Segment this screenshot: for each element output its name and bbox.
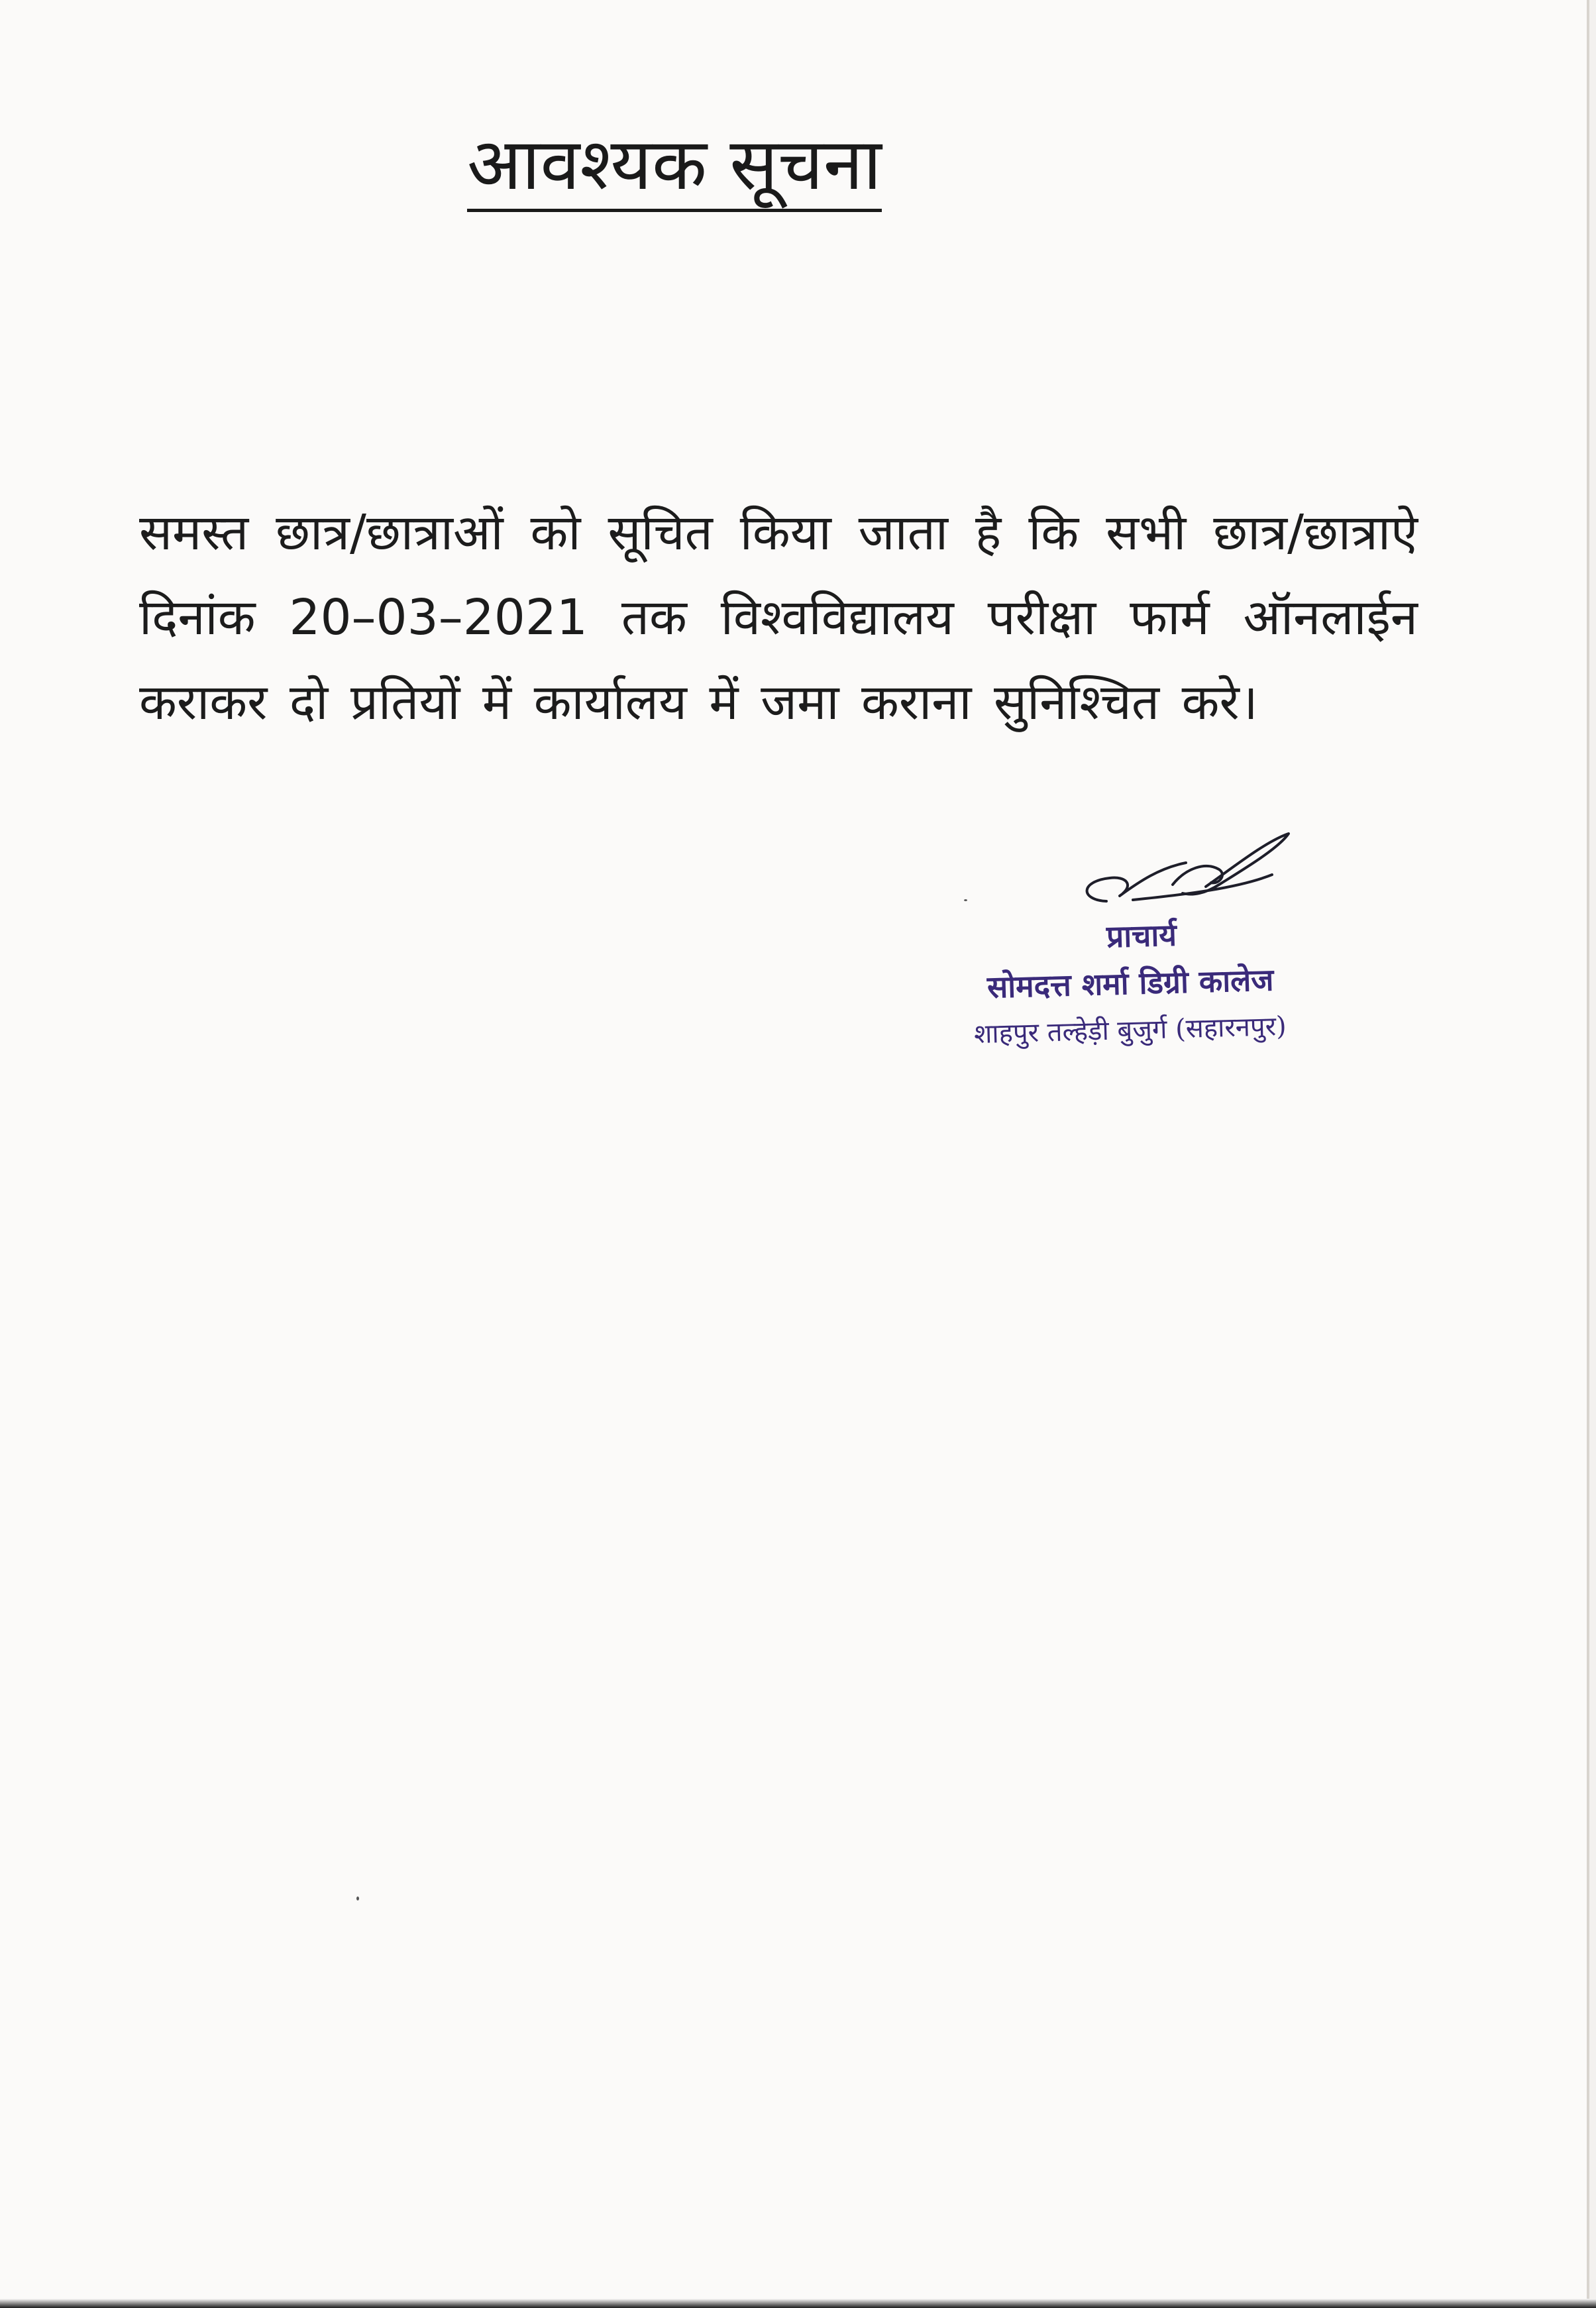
stamp-address: शाहपुर तल्हेड़ी बुजुर्ग (सहारनपुर) <box>973 1011 1287 1050</box>
notice-title: आवश्यक सूचना <box>467 126 882 212</box>
principal-signature <box>1053 822 1292 921</box>
paper-speck <box>964 899 967 901</box>
stamp-designation: प्राचार्य <box>1106 916 1177 955</box>
paper-speck <box>356 1896 359 1900</box>
notice-body: समस्त छात्र/छात्राओं को सूचित किया जाता है कि सभी छात्र/छात्राऐ दिनांक 20–03–2021 तक विश्वविद्यालय परीक्षा फार्म ऑनलाईन कराकर दो प्रतियों में कार्यालय में जमा कराना सुनिश्चित करे। <box>139 504 1418 731</box>
stamp-college-name: सोमदत्त शर्मा डिग्री कालेज <box>986 962 1275 1005</box>
page-edge-shadow <box>0 2299 1596 2308</box>
signature-stamp-block <box>954 822 1365 1060</box>
